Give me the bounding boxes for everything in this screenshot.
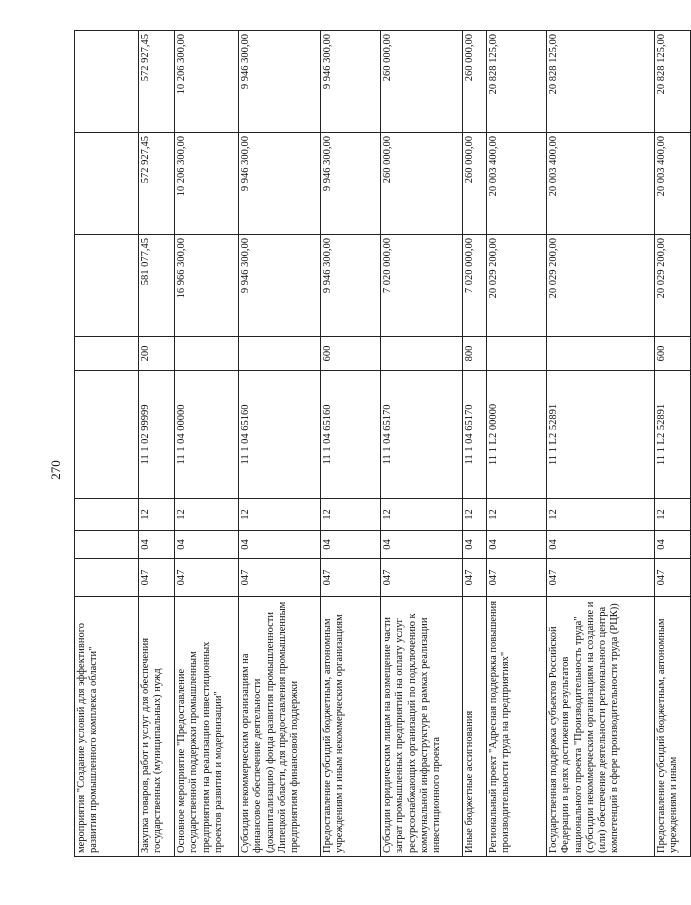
row-name-cell: Региональный проект "Адресная поддержка повышения производительности труда на предприятиях": [487, 597, 547, 857]
sum2-cell: 9 946 300,00: [321, 133, 381, 235]
sum1-cell: 581 077,45: [139, 235, 175, 337]
code-cell: 047: [381, 559, 463, 597]
subsection-cell: 12: [655, 499, 691, 531]
row-name-cell: мероприятия "Создание условий для эффективного развития промышленного комплекса области": [75, 597, 139, 857]
sum2-cell: 260 000,00: [381, 133, 463, 235]
section-cell: 04: [463, 531, 487, 559]
type-cell: 800: [463, 337, 487, 371]
sum3-cell: 572 927,45: [139, 31, 175, 133]
type-cell: 200: [139, 337, 175, 371]
section-cell: 04: [487, 531, 547, 559]
sum1-cell: [75, 235, 139, 337]
subsection-cell: 12: [381, 499, 463, 531]
subsection-cell: 12: [175, 499, 239, 531]
sum2-cell: 9 946 300,00: [239, 133, 321, 235]
article-cell: 11 1 04 65170: [381, 371, 463, 499]
sum2-cell: 20 003 400,00: [487, 133, 547, 235]
row-name-cell: Закупка товаров, работ и услуг для обеспечения государственных (муниципальных) нужд: [139, 597, 175, 857]
code-cell: 047: [321, 559, 381, 597]
sum1-cell: 20 029 200,00: [487, 235, 547, 337]
code-cell: 047: [239, 559, 321, 597]
sum3-cell: 20 828 125,00: [655, 31, 691, 133]
table-row: [175, 31, 239, 857]
sum1-cell: 20 029 200,00: [547, 235, 655, 337]
sum3-cell: 260 000,00: [463, 31, 487, 133]
article-cell: 11 1 02 99999: [139, 371, 175, 499]
code-cell: 047: [463, 559, 487, 597]
section-cell: 04: [547, 531, 655, 559]
sum1-cell: 7 020 000,00: [463, 235, 487, 337]
sum2-cell: 20 003 400,00: [547, 133, 655, 235]
type-cell: [175, 337, 239, 371]
article-cell: 11 1 04 65160: [321, 371, 381, 499]
section-cell: 04: [139, 531, 175, 559]
article-cell: [75, 371, 139, 499]
sum1-cell: 7 020 000,00: [381, 235, 463, 337]
article-cell: 11 1 L2 52891: [547, 371, 655, 499]
section-cell: 04: [239, 531, 321, 559]
code-cell: [75, 559, 139, 597]
sum2-cell: 10 206 300,00: [175, 133, 239, 235]
sum2-cell: [75, 133, 139, 235]
article-cell: 11 1 04 00000: [175, 371, 239, 499]
code-cell: 047: [139, 559, 175, 597]
subsection-cell: 12: [321, 499, 381, 531]
subsection-cell: 12: [139, 499, 175, 531]
table-row: [487, 31, 547, 857]
table-row: [239, 31, 321, 857]
code-cell: 047: [547, 559, 655, 597]
type-cell: [75, 337, 139, 371]
sum3-cell: 260 000,00: [381, 31, 463, 133]
sum1-cell: 9 946 300,00: [321, 235, 381, 337]
sum3-cell: 10 206 300,00: [175, 31, 239, 133]
type-cell: 600: [655, 337, 691, 371]
row-name-cell: Предоставление субсидий бюджетным, автономным учреждениям и иным: [655, 597, 691, 857]
subsection-cell: [75, 499, 139, 531]
table-row: [547, 31, 655, 857]
article-cell: 11 1 L2 52891: [655, 371, 691, 499]
sum2-cell: 260 000,00: [463, 133, 487, 235]
subsection-cell: 12: [487, 499, 547, 531]
type-cell: [487, 337, 547, 371]
sum3-cell: 20 828 125,00: [547, 31, 655, 133]
table-row: [381, 31, 463, 857]
article-cell: 11 1 04 65170: [463, 371, 487, 499]
row-name-cell: Государственная поддержка субъектов Российской Федерации в целях достижения результатов национального проекта "Производительность труда" (субсидии некоммерческим организациям на создание и (или) обеспечение деятельности регионального центра компетенций в сфере производительности труда (РЦК)): [547, 597, 655, 857]
article-cell: 11 1 L2 00000: [487, 371, 547, 499]
budget-table: [74, 30, 691, 857]
code-cell: 047: [655, 559, 691, 597]
table-row: [75, 31, 139, 857]
section-cell: 04: [175, 531, 239, 559]
budget-table-rotated: [74, 34, 680, 857]
sum1-cell: 9 946 300,00: [239, 235, 321, 337]
sum3-cell: [75, 31, 139, 133]
subsection-cell: 12: [547, 499, 655, 531]
section-cell: 04: [381, 531, 463, 559]
type-cell: 600: [321, 337, 381, 371]
table-row: [655, 31, 691, 857]
code-cell: 047: [175, 559, 239, 597]
section-cell: 04: [655, 531, 691, 559]
type-cell: [547, 337, 655, 371]
sum1-cell: 16 966 300,00: [175, 235, 239, 337]
section-cell: [75, 531, 139, 559]
row-name-cell: Иные бюджетные ассигнования: [463, 597, 487, 857]
row-name-cell: Субсидии некоммерческим организациям на финансовое обеспечение деятельности (докапитализацию) фонда развития промышленности Липецкой области, для предоставления промышленным предприятиям финансовой поддержки: [239, 597, 321, 857]
row-name-cell: Субсидии юридическим лицам на возмещение части затрат промышленных предприятий на оплату услуг ресурсоснабжающих организаций по подключению к коммунальной инфраструктуре в рамках реализации инвестиционного проекта: [381, 597, 463, 857]
type-cell: [381, 337, 463, 371]
sum1-cell: 20 029 200,00: [655, 235, 691, 337]
sum3-cell: 20 828 125,00: [487, 31, 547, 133]
type-cell: [239, 337, 321, 371]
table-row: [321, 31, 381, 857]
page-number: 270: [48, 460, 63, 480]
sum2-cell: 20 003 400,00: [655, 133, 691, 235]
article-cell: 11 1 04 65160: [239, 371, 321, 499]
table-row: [463, 31, 487, 857]
subsection-cell: 12: [463, 499, 487, 531]
row-name-cell: Основное мероприятие "Предоставление государственной поддержки промышленным предприятиям на реализацию инвестиционных проектов развития и модернизации": [175, 597, 239, 857]
sum3-cell: 9 946 300,00: [239, 31, 321, 133]
section-cell: 04: [321, 531, 381, 559]
sum3-cell: 9 946 300,00: [321, 31, 381, 133]
subsection-cell: 12: [239, 499, 321, 531]
row-name-cell: Предоставление субсидий бюджетным, автономным учреждениям и иным некоммерческим организациям: [321, 597, 381, 857]
code-cell: 047: [487, 559, 547, 597]
sum2-cell: 572 927,45: [139, 133, 175, 235]
table-row: [139, 31, 175, 857]
